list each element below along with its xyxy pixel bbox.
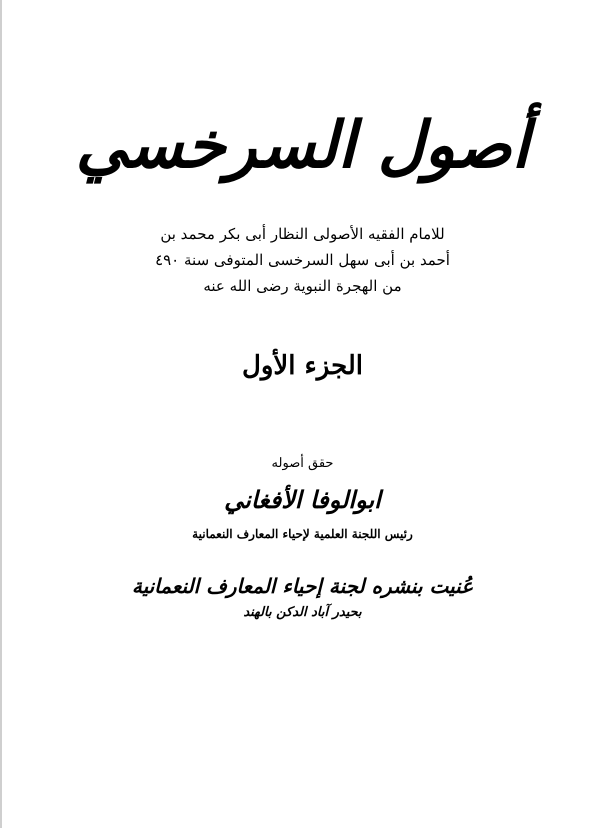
editor-role: رئيس اللجنة العلمية لإحياء المعارف النعمانية [192, 527, 413, 541]
book-title: أصول السرخسي [75, 108, 530, 183]
author-line-3: من الهجرة النبوية رضى الله عنه [203, 277, 402, 295]
publisher-line: عُنيت بنشره لجنة إحياء المعارف النعمانية [131, 574, 474, 598]
volume-label: الجزء الأول [241, 351, 364, 381]
publisher-place: بحيدر آباد الدكن بالهند [243, 605, 362, 620]
editor-label: حقق أصوله [271, 456, 334, 471]
editor-name: ابوالوفا الأفغاني [224, 485, 381, 514]
author-line-1: للامام الفقيه الأصولى النظار أبى بكر محمد بن [160, 225, 445, 243]
author-line-2: أحمد بن أبى سهل السرخسى المتوفى سنة ٤٩٠ [155, 251, 450, 269]
